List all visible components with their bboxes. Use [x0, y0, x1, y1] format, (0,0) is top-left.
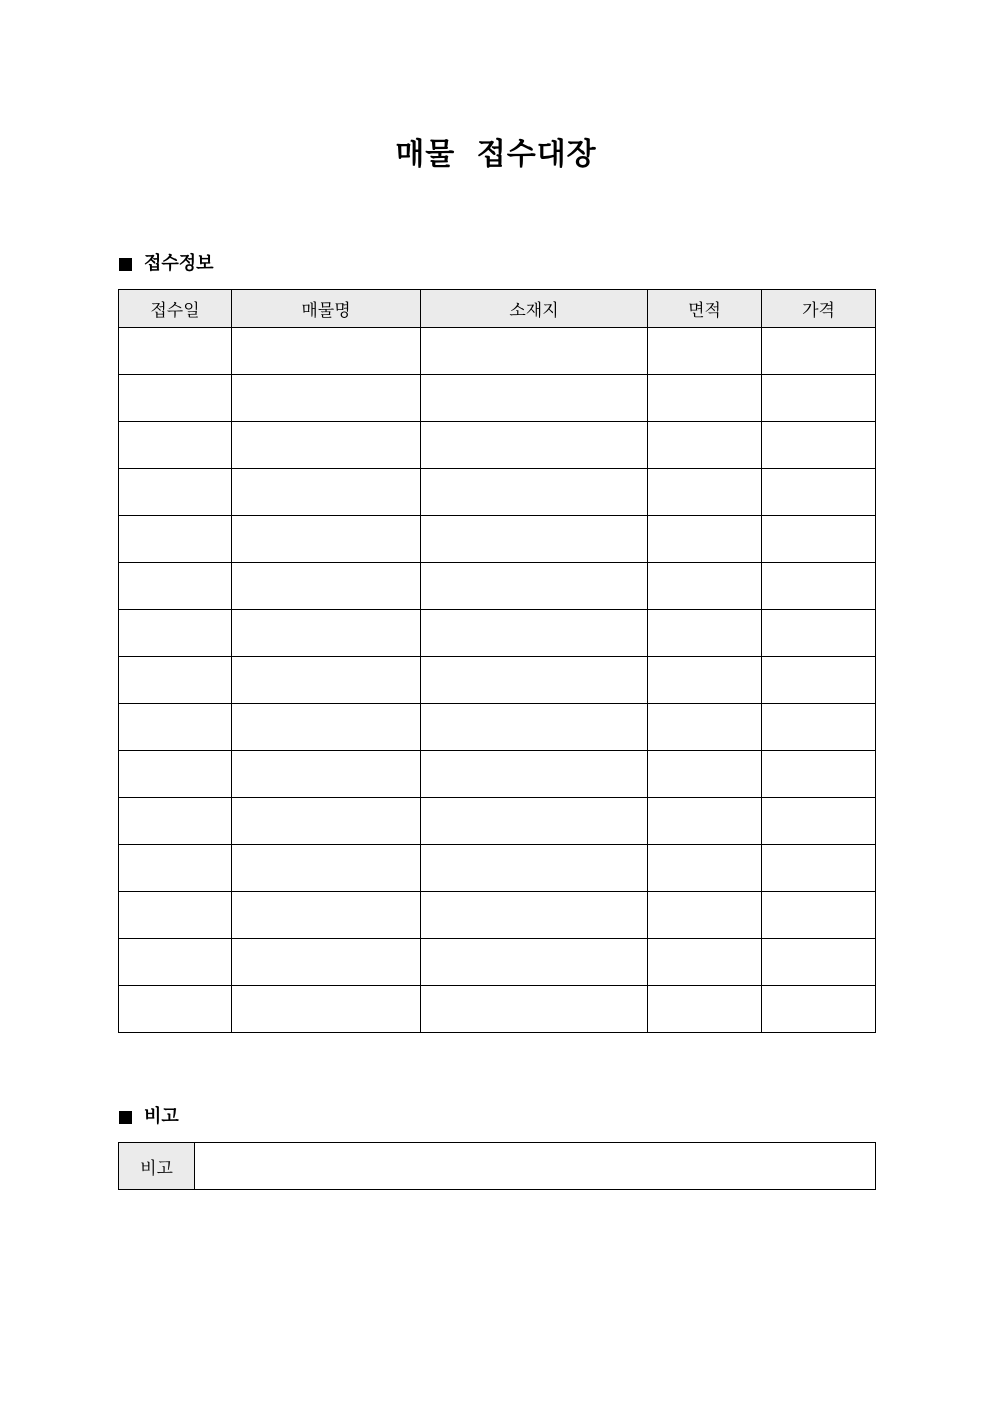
area-cell[interactable] — [648, 422, 762, 469]
column-header-date: 접수일 — [119, 290, 232, 328]
location-cell[interactable] — [421, 845, 648, 892]
price-cell[interactable] — [762, 986, 876, 1033]
column-header-price: 가격 — [762, 290, 876, 328]
date-cell[interactable] — [119, 939, 232, 986]
table-row — [119, 986, 876, 1033]
date-cell[interactable] — [119, 422, 232, 469]
area-cell[interactable] — [648, 704, 762, 751]
table-row — [119, 375, 876, 422]
property-name-cell[interactable] — [232, 939, 421, 986]
date-cell[interactable] — [119, 610, 232, 657]
table-row — [119, 939, 876, 986]
area-cell[interactable] — [648, 563, 762, 610]
remarks-label: 비고 — [119, 1143, 195, 1190]
location-cell[interactable] — [421, 422, 648, 469]
remarks-row — [119, 1143, 876, 1190]
price-cell[interactable] — [762, 845, 876, 892]
date-cell[interactable] — [119, 704, 232, 751]
column-header-property-name: 매물명 — [232, 290, 421, 328]
intake-header-row — [119, 290, 876, 328]
property-name-cell[interactable] — [232, 516, 421, 563]
table-row — [119, 751, 876, 798]
area-cell[interactable] — [648, 657, 762, 704]
property-name-cell[interactable] — [232, 751, 421, 798]
price-cell[interactable] — [762, 422, 876, 469]
date-cell[interactable] — [119, 375, 232, 422]
location-cell[interactable] — [421, 751, 648, 798]
area-cell[interactable] — [648, 375, 762, 422]
column-header-location: 소재지 — [421, 290, 648, 328]
table-row — [119, 845, 876, 892]
property-name-cell[interactable] — [232, 422, 421, 469]
remarks-table — [118, 1142, 876, 1190]
table-row — [119, 328, 876, 375]
price-cell[interactable] — [762, 469, 876, 516]
date-cell[interactable] — [119, 469, 232, 516]
date-cell[interactable] — [119, 657, 232, 704]
date-cell[interactable] — [119, 563, 232, 610]
area-cell[interactable] — [648, 845, 762, 892]
area-cell[interactable] — [648, 469, 762, 516]
property-name-cell[interactable] — [232, 986, 421, 1033]
price-cell[interactable] — [762, 704, 876, 751]
property-name-cell[interactable] — [232, 704, 421, 751]
price-cell[interactable] — [762, 892, 876, 939]
property-name-cell[interactable] — [232, 657, 421, 704]
price-cell[interactable] — [762, 939, 876, 986]
location-cell[interactable] — [421, 610, 648, 657]
square-bullet-icon — [119, 1111, 132, 1124]
document-title: 매물 접수대장 — [395, 137, 597, 172]
area-cell[interactable] — [648, 798, 762, 845]
location-cell[interactable] — [421, 375, 648, 422]
location-cell[interactable] — [421, 704, 648, 751]
area-cell[interactable] — [648, 986, 762, 1033]
area-cell[interactable] — [648, 892, 762, 939]
table-row — [119, 892, 876, 939]
column-header-area: 면적 — [648, 290, 762, 328]
section-heading-intake — [119, 252, 214, 276]
property-name-cell[interactable] — [232, 328, 421, 375]
date-cell[interactable] — [119, 892, 232, 939]
property-name-cell[interactable] — [232, 469, 421, 516]
square-bullet-icon — [119, 258, 132, 271]
intake-table — [118, 289, 876, 1033]
date-cell[interactable] — [119, 516, 232, 563]
price-cell[interactable] — [762, 563, 876, 610]
date-cell[interactable] — [119, 845, 232, 892]
price-cell[interactable] — [762, 516, 876, 563]
property-name-cell[interactable] — [232, 845, 421, 892]
price-cell[interactable] — [762, 375, 876, 422]
remarks-field[interactable] — [195, 1143, 876, 1190]
location-cell[interactable] — [421, 516, 648, 563]
price-cell[interactable] — [762, 798, 876, 845]
area-cell[interactable] — [648, 939, 762, 986]
area-cell[interactable] — [648, 751, 762, 798]
location-cell[interactable] — [421, 798, 648, 845]
area-cell[interactable] — [648, 516, 762, 563]
table-row — [119, 798, 876, 845]
table-row — [119, 610, 876, 657]
location-cell[interactable] — [421, 939, 648, 986]
property-name-cell[interactable] — [232, 563, 421, 610]
location-cell[interactable] — [421, 892, 648, 939]
date-cell[interactable] — [119, 328, 232, 375]
table-row — [119, 516, 876, 563]
price-cell[interactable] — [762, 657, 876, 704]
table-row — [119, 704, 876, 751]
table-row — [119, 563, 876, 610]
property-name-cell[interactable] — [232, 892, 421, 939]
location-cell[interactable] — [421, 328, 648, 375]
section-heading-intake-label: 접수정보 — [144, 253, 214, 274]
location-cell[interactable] — [421, 986, 648, 1033]
property-name-cell[interactable] — [232, 610, 421, 657]
date-cell[interactable] — [119, 751, 232, 798]
price-cell[interactable] — [762, 751, 876, 798]
table-row — [119, 469, 876, 516]
section-heading-remarks-label: 비고 — [144, 1106, 179, 1127]
area-cell[interactable] — [648, 328, 762, 375]
price-cell[interactable] — [762, 610, 876, 657]
date-cell[interactable] — [119, 986, 232, 1033]
area-cell[interactable] — [648, 610, 762, 657]
location-cell[interactable] — [421, 469, 648, 516]
property-name-cell[interactable] — [232, 375, 421, 422]
section-heading-remarks — [119, 1105, 179, 1129]
property-name-cell[interactable] — [232, 798, 421, 845]
date-cell[interactable] — [119, 798, 232, 845]
table-row — [119, 657, 876, 704]
price-cell[interactable] — [762, 328, 876, 375]
location-cell[interactable] — [421, 563, 648, 610]
location-cell[interactable] — [421, 657, 648, 704]
table-row — [119, 422, 876, 469]
